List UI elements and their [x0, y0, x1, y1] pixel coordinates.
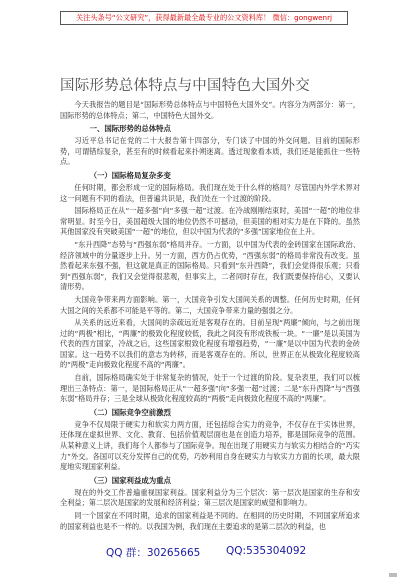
- body-paragraph: 从关系的远近来看，大国间的亲疏远近是客观存在的。目前呈现“两廉”倾向，与之前出现过的“两极”相比，“两廉”的极致化程度较低，我此之间没有形成铁板一块。“一廉”是以美国为代表的西方国家，冷战之后，这些国家根致化程度有增强趋势，“一廉”是以中国为代表的金砖国家。这一趋势不以我们的意志为转移，而是客观存在的。所以，世界正在从极致化程度较高的“两极”走向极致化程度不高的“两廉”。: [60, 318, 360, 370]
- body-paragraph: 自前，国际格局确实处于非常复杂的情况，处于一个过渡的阶段。复杂表里，我们可以梳理出三条特点：第一，是国际格局正从“一超多强”向“多强一超”过渡；二是“东升西降”与“西强东弱”格局并存；三是全球从极致化程度较高的“两极”走向极致化程度不高的“两廉”。: [60, 373, 360, 404]
- body-paragraph: 任何时期，都会形成一定的国际格局。我们现在处于什么样的格局？尽管国内外学术界对这一问题有不同的看法，但普遍共识是，我们处在一个过渡的阶段。: [60, 182, 360, 203]
- subsection-heading: （三）国家利益成为重点: [89, 475, 171, 485]
- promo-banner: [60, 11, 348, 25]
- body-paragraph: 今天我报告的题目是“国际形势总体特点与中国特色大国外交”。内容分为两部分：第一，国际形势的总体特点；第二，中国特色大国外交。: [60, 100, 360, 120]
- promo-banner-text: 关注头条号“公文研究”，获得最新最全最专业的公文资料库！ 微信：gongwenrj: [75, 13, 333, 22]
- body-paragraph: 国际格局正在从“一超多强”向“多强一超”过渡。在冷战刚刚结束时，美国“一超”的地位非常明显。时至今日，美国超级大国的地位仍然不可撼动，但美国的相对实力是在下降的。虽然其他国家没有突破美国“一超”的地位，但以中国为代表的“多强”国家地位在上升。: [60, 206, 360, 237]
- corner-mark: [389, 573, 397, 577]
- body-paragraph: 现在的外交工作普遍重视国家利益。国家利益分为三个层次：第一层次是国家的生存和安全利益；第二层次是国家的发展和经济利益；第三层次是国家的威望和影响力。: [60, 487, 360, 508]
- section-heading: 一、国际形势的总体特点: [89, 124, 171, 134]
- document-body: [60, 100, 360, 534]
- body-paragraph: 大国竞争带来两方面影响。第一，大国竞争引发大国间关系的调整。任何历史时期，任何大国之间的关系都不可能是平等的。第二，大国竞争带来力量的强弱之分。: [60, 294, 360, 315]
- body-paragraph: “东升西降”态势与“西强东弱”格局并存。一方面，以中国为代表的金砖国家在国际政治、经济领域中的分量逐步上升。另一方面，西方仍占优势，“西强东弱”的格局非常没有改变。虽然看起来东强不强，但这就是真正的国际格局。只看到“东升西降”，我们会觉得很乐观；只看到“西强东弱”，我们又会觉得很悲观，但事实上，二者同时存在，我们既要保持信心，又要认清形势。: [60, 239, 360, 292]
- subsection-heading: （二）国际竞争空前激烈: [89, 407, 171, 417]
- document-title: 国际形势总体特点与中国特色大国外交: [60, 78, 310, 94]
- body-paragraph: 同一个国家在不同时期，追求的国家利益是不同的。在相同的历史时期，不同国家所追求的国家利益也是不一样的。以我国为例，我们现在主要追求的是第二层次的利益，也: [60, 511, 360, 531]
- qq-contact-number: QQ:535304092: [226, 545, 307, 557]
- body-paragraph: 竞争不仅局限于硬实力和软实力两方面，还包括综合实力的竞争，不仅存在于实体世界，还体现在虚拟世界、文化、教育、包括价值观层面也是在创造力培养，都是国际竞争的范围。从某种意义上讲，我们每个人都参与了国际竞争。现在出现了用硬实力与软实力相结合的“巧实力”外交。各国可以充分发挥自己的优势，巧妙利用自身在硬实力与软实力方面的长项，最大限度地实现国家利益。: [60, 419, 360, 472]
- page-footer: [0, 545, 408, 559]
- qq-group-number: QQ 群：30265665: [106, 547, 201, 559]
- body-paragraph: 习近平总书记在党的二十大报告第十四部分，专门谈了中国的外交问题。目前的国际形势，可谓错综复杂，甚至有的时候看起来扑朔迷离。透过现象看本质，我们还是能抓住一些特点。: [60, 136, 360, 167]
- subsection-heading: （一）国际格局复杂多变: [89, 170, 171, 180]
